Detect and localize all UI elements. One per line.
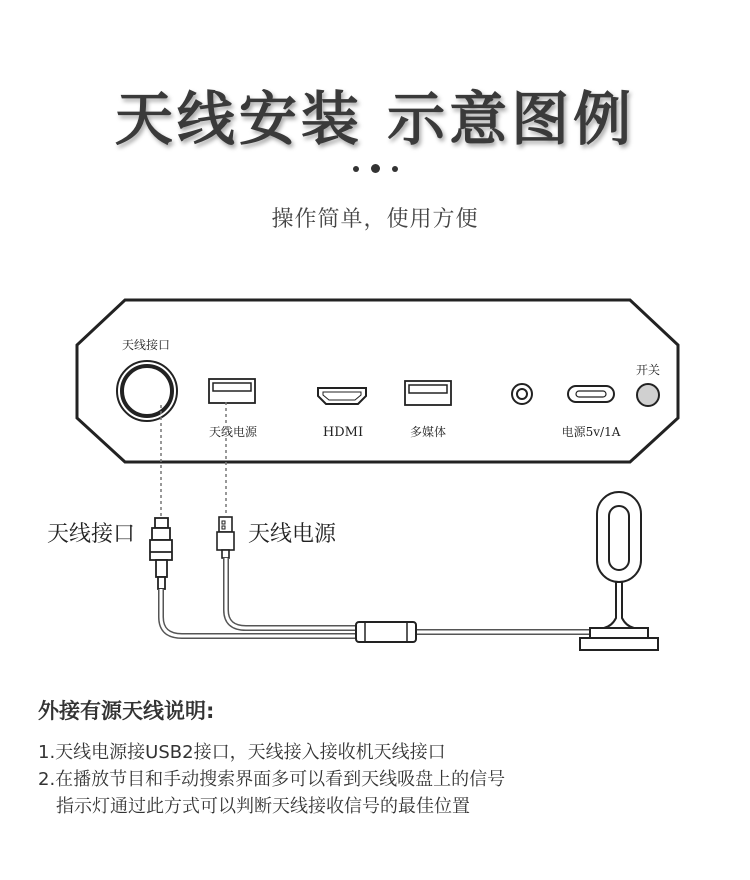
power-switch-icon xyxy=(637,384,659,406)
port-label-antenna-power: 天线电源 xyxy=(208,425,258,439)
cable-label-antenna-port: 天线接口 xyxy=(47,522,136,547)
coax-connector-icon xyxy=(150,518,172,589)
page-subtitle: 操作简单，使用方便 xyxy=(271,207,479,232)
usb-c-port-icon xyxy=(568,386,614,402)
port-label-power: 电源5v/1A xyxy=(561,425,621,439)
port-label-hdmi: HDMI xyxy=(322,425,364,440)
audio-jack-icon xyxy=(512,384,532,404)
port-label-antenna: 天线接口 xyxy=(121,338,171,352)
suction-antenna-icon xyxy=(580,492,658,650)
hdmi-port-icon xyxy=(318,388,366,404)
multimedia-usb-port-icon xyxy=(405,381,451,405)
page-title: 天线安装 示意图例 xyxy=(114,85,636,153)
usb-plug-icon xyxy=(217,517,234,558)
instructions xyxy=(38,695,728,820)
instruction-line-1: 1.天线电源接USB2接口，天线接入接收机天线接口 xyxy=(38,742,446,763)
cable-label-antenna-power: 天线电源 xyxy=(248,522,337,547)
cable-joint-icon xyxy=(356,622,416,642)
instruction-line-2: 2.在播放节目和手动搜索界面多可以看到天线吸盘上的信号 xyxy=(38,769,506,790)
instruction-line-3: 指示灯通过此方式可以判断天线接收信号的最佳位置 xyxy=(56,796,470,817)
port-label-switch: 开关 xyxy=(635,363,661,377)
usb-port-icon xyxy=(209,379,255,403)
instructions-heading: 外接有源天线说明: xyxy=(38,699,215,723)
port-label-multimedia: 多媒体 xyxy=(409,425,447,439)
